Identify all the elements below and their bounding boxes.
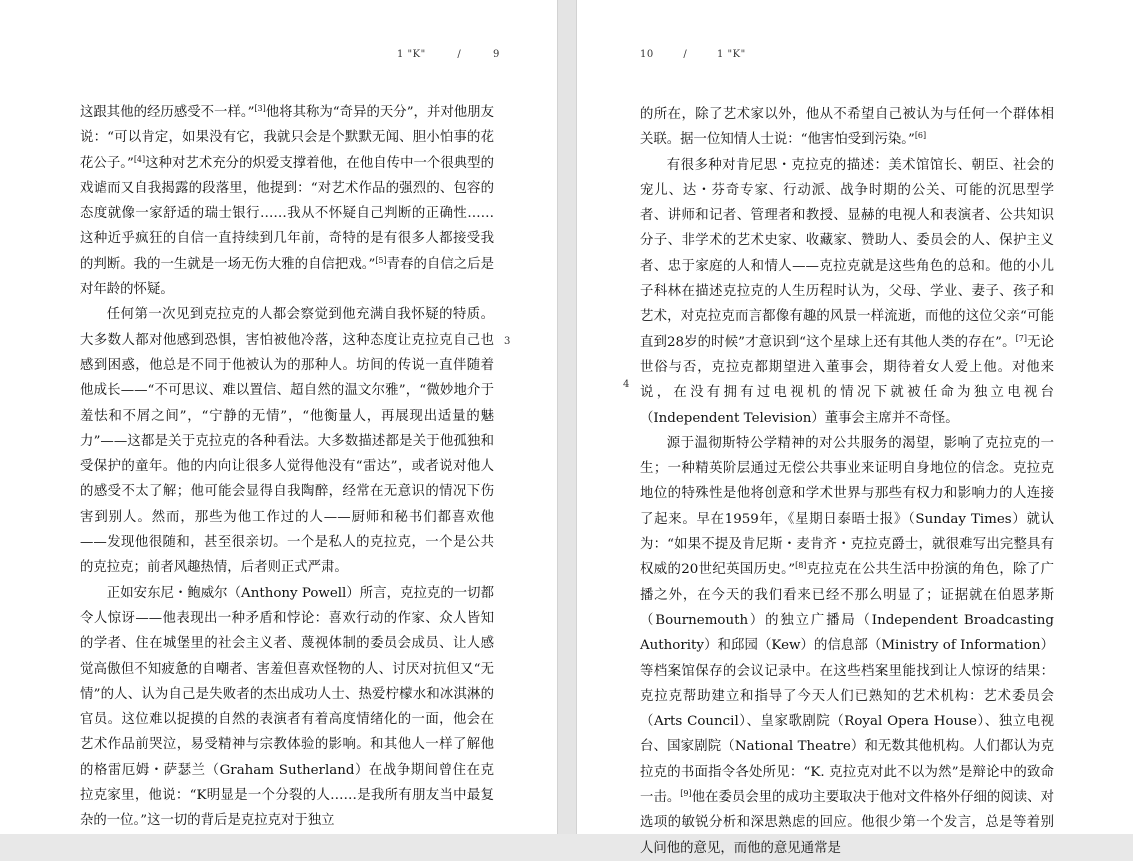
margin-reference-number: 4	[623, 379, 630, 390]
footnote-reference[interactable]: [6]	[914, 131, 927, 141]
paragraph-text: 他将其称为“奇异的天分”，并对他朋友说：“可以肯定，如果没有它，我就只会是个默默无闻、胆小怕事的花花公子。”	[80, 105, 494, 171]
footnote-reference[interactable]: [4]	[133, 154, 146, 164]
footnote-reference[interactable]: [8]	[795, 561, 807, 571]
footnote-reference[interactable]: [5]	[375, 255, 387, 265]
header-title: 1 "K"	[397, 49, 426, 60]
paragraph	[640, 153, 1054, 431]
footnote-reference[interactable]: [9]	[680, 789, 692, 799]
footnote-reference[interactable]: [3]	[254, 104, 266, 113]
header-title: 1 "K"	[716, 49, 746, 60]
right-page	[577, 0, 1133, 856]
paragraph-text: 有很多种对肯尼思・克拉克的描述：美术馆馆长、朝臣、社会的宠儿、达・芬奇专家、行动派、战争时期的公关、可能的沉思型学者、讲师和记者、管理者和教授、显赫的电视人和表演者、公共知识分子、非学术的艺术史家、收藏家、赞助人、委员会的人、保护主义者、忠于家庭的人和情人——克拉克就是这些角色的总和。他的小儿子科林在描述克拉克的人生历程时认为，父母、学业、妻子、孩子和艺术，对克拉克而言都像有趣的风景一样流逝，而他的这位父亲“可能直到28岁的时候”才意识到“这个星球上还有其他人类的存在”。	[640, 157, 1054, 350]
header-separator: /	[457, 49, 462, 60]
running-header	[397, 49, 500, 60]
paragraph-text: 无论世俗与否，克拉克都期望进入董事会，期待着女人爱上他。对他来说，在没有拥有过电视机的情况下就被任命为独立电视台（Independent Television）董事会主席并不奇怪。	[640, 334, 1055, 426]
margin-reference-number: 3	[504, 336, 511, 347]
body-text	[80, 100, 494, 834]
paragraph-text: 这跟其他的经历感受不一样。”	[80, 105, 255, 120]
paragraph	[640, 431, 1054, 861]
page-gutter	[557, 0, 577, 834]
paragraph-text: 青春的自信之后是对年龄的怀疑。	[80, 256, 494, 298]
page-number: 10	[640, 49, 654, 60]
paragraph-text: 正如安东尼・鲍威尔（Anthony Powell）所言，克拉克的一切都令人惊讶——他表现出一种矛盾和悖论：喜欢行动的作家、众人皆知的学者、住在城堡里的社会主义者、蔑视体制的委员会成员、让人感觉高傲但不知疲惫的自嘲者、害羞但喜欢怪物的人、讨厌对抗但又“无情”的人、认为自己是失败者的杰出成功人士、热爱柠檬水和冰淇淋的官员。这位难以捉摸的自然的表演者有着高度情绪化的一面，他会在艺术作品前哭泣，易受精神与宗教体验的影响。和其他人一样了解他的格雷厄姆・萨瑟兰（Graham Sutherland）在战争期间曾住在克拉克家里，他说：“K明显是一个分裂的人……是我所有朋友当中最复杂的一位。”这一切的背后是克拉克对于独立	[80, 585, 494, 829]
paragraph-text: 任何第一次见到克拉克的人都会察觉到他充满自我怀疑的特质。大多数人都对他感到恐惧，害怕被他冷落，这种态度让克拉克自己也感到困惑，他总是不同于他被认为的那种人。坊间的传说一直伴随着他成长——“不可思议、难以置信、超自然的温文尔雅”，“微妙地介于羞怯和不屑之间”，“宁静的无情”，“他衡量人，再展现出适量的魅力”——这都是关于克拉克的各种看法。大多数描述都是关于他孤独和受保护的童年。他的内向让很多人觉得他没有“雷达”，或者说对他人的感受不太了解；他可能会显得自我陶醉，经常在无意识的情况下伤害到别人。然而，那些为他工作过的人——厨师和秘书们都喜欢他——发现他很随和，甚至很亲切。一个是私人的克拉克，一个是公共的克拉克；前者风趣热情，后者则正式严肃。	[80, 307, 494, 576]
paragraph	[80, 302, 494, 580]
paragraph-text: 克拉克在公共生活中扮演的角色，除了广播之外，在今天的我们看来已经不那么明显了；证据就在伯恩茅斯（Bournemouth）的独立广播局（Independent Broadcasting Authority）和邱园（Kew）的信息部（Ministry of Information）等档案馆保存的会议记录中。在这些档案里能找到让人惊讶的结果：克拉克帮助建立和指导了今天人们已熟知的艺术机构：艺术委员会（Arts Council）、皇家歌剧院（Royal Opera House）、独立电视台、国家剧院（National Theatre）和无数其他机构。人们都认为克拉克的书面指令各处所见：“K. 克拉克对此不以为然”是辩论中的致命一击。	[640, 562, 1055, 806]
left-page	[0, 0, 557, 834]
paragraph-text: 他在委员会里的成功主要取决于他对文件格外仔细的阅读、对选项的敏锐分析和深思熟虑的回应。他很少第一个发言，总是等着别人问他的意见，而他的意见通常是	[640, 790, 1054, 856]
paragraph	[640, 102, 1054, 153]
paragraph-text: 这种对艺术充分的炽爱支撑着他，在他自传中一个很典型的戏谑而又自我揭露的段落里，他提到：“对艺术作品的强烈的、包容的态度就像一家舒适的瑞士银行……我从不怀疑自己判断的正确性……这种近乎疯狂的自信一直持续到几年前，奇特的是有很多人都接受我的判断。我的一生就是一场无伤大雅的自信把戏。”	[80, 155, 494, 272]
page-number: 9	[492, 49, 500, 60]
paragraph-text: 的所在，除了艺术家以外，他从不希望自己被认为与任何一个群体相关联。据一位知情人士说：“他害怕受到污染。”	[640, 107, 1054, 148]
paragraph-text: 源于温彻斯特公学精神的对公共服务的渴望，影响了克拉克的一生；一种精英阶层通过无偿公共事业来证明自身地位的信念。克拉克地位的特殊性是他将创意和学术世界与那些有权力和影响力的人连接了起来。早在1959年，《星期日泰晤士报》（Sunday Times）就认为：“如果不提及肯尼斯・麦肯齐・克拉克爵士，就很难写出完整具有权威的20世纪英国历史。”	[640, 435, 1054, 578]
header-separator: /	[683, 49, 688, 60]
running-header	[640, 49, 746, 60]
body-text	[640, 102, 1054, 861]
paragraph	[80, 581, 494, 834]
footnote-reference[interactable]: [7]	[1015, 333, 1027, 343]
paragraph	[80, 100, 494, 302]
